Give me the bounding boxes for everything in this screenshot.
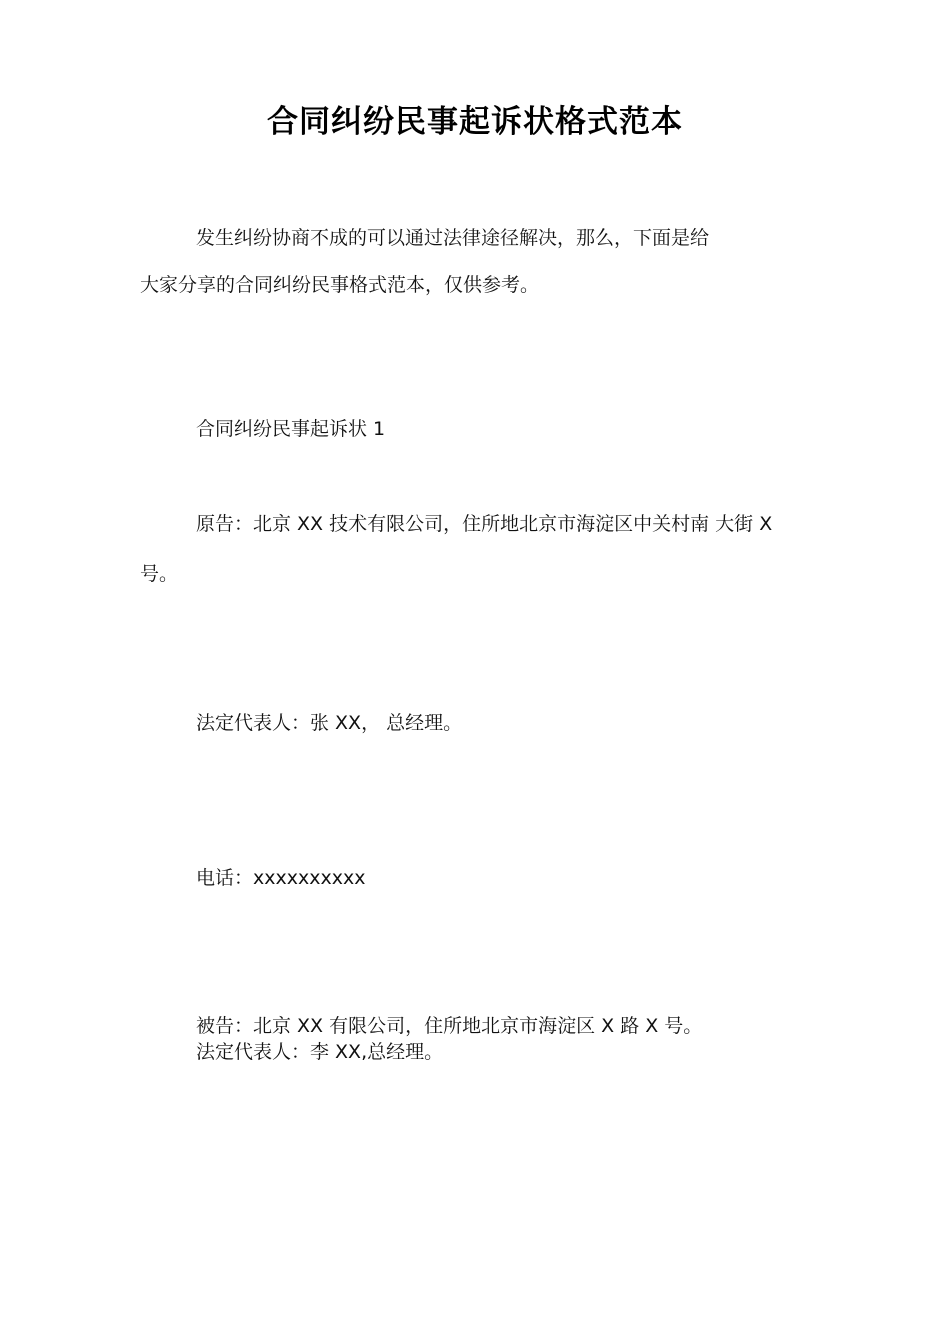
defendant-line: 被告：北京 XX 有限公司，住所地北京市海淀区 X 路 X 号。: [196, 1015, 703, 1037]
plaintiff-representative: 法定代表人：张 XX， 总经理。: [196, 712, 463, 734]
intro-line-2: 大家分享的合同纠纷民事格式范本，仅供参考。: [140, 274, 540, 296]
document-title: 合同纠纷民事起诉状格式范本: [267, 104, 683, 140]
defendant-representative: 法定代表人：李 XX,总经理。: [196, 1041, 444, 1063]
section-heading: 合同纠纷民事起诉状 1: [196, 418, 386, 440]
plaintiff-line-1: 原告：北京 XX 技术有限公司，住所地北京市海淀区中关村南 大街 X: [196, 513, 773, 535]
phone-line: 电话：xxxxxxxxxx: [196, 867, 366, 889]
plaintiff-line-2: 号。: [140, 563, 179, 585]
intro-line-1: 发生纠纷协商不成的可以通过法律途径解决，那么，下面是给: [196, 227, 710, 249]
